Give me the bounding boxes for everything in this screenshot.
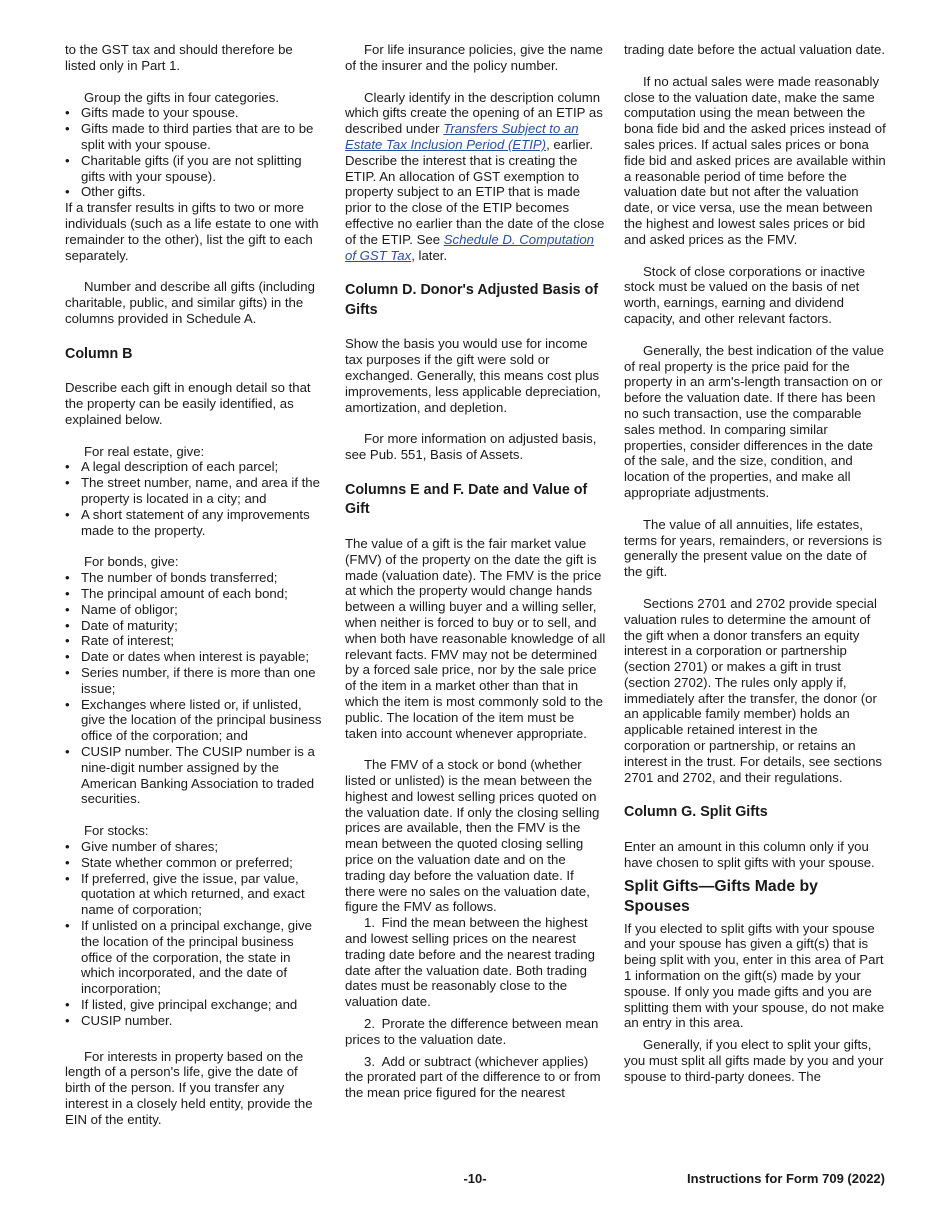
list-item: • Other gifts. (65, 184, 327, 200)
paragraph: to the GST tax and should therefore be listed only in Part 1. (65, 42, 293, 73)
paragraph: Group the gifts in four categories. (84, 89, 279, 105)
paragraph: Generally, the best indication of the value of real property is the price paid for the property in an arm's-length transaction on or before the valuation date. If there has been no such transaction, use the comparable sales method. In comparing similar properties, consider differences in the date of the sale, and the size, condition, and location of the properties, and make all appropriate adjustments. (624, 342, 884, 500)
bullet-list (65, 105, 327, 200)
paragraph: If a transfer results in gifts to two or more individuals (such as a life estate to one with remainder to the other), list the gift to each separately. (65, 200, 319, 263)
list-item: • A short statement of any improvements made to the property. (65, 507, 327, 539)
list-item: • CUSIP number. (65, 1013, 327, 1029)
section-heading: Column G. Split Gifts (624, 804, 768, 821)
page-number: -10- (463, 1171, 487, 1186)
bullet-list (65, 570, 327, 807)
link-schedule-d[interactable]: Schedule D. Computation of GST Tax (345, 231, 595, 263)
form-title-footer: Instructions for Form 709 (2022) (687, 1171, 885, 1186)
bullet-list (65, 839, 327, 1029)
list-item: • Series number, if there is more than one issue; (65, 665, 327, 697)
list-item: • If preferred, give the issue, par value, quotation at which returned, and exact name of corporation; (65, 871, 327, 918)
link-etip[interactable]: Transfers Subject to an Estate Tax Inclusion Period (ETIP) (345, 121, 579, 152)
paragraph: Generally, if you elect to split your gifts, you must split all gifts made by you and your spouse to third-party donees. The (624, 1037, 884, 1084)
list-item: • State whether common or preferred; (65, 855, 327, 871)
list-item: • Rate of interest; (65, 633, 327, 649)
list-item: • Date or dates when interest is payable; (65, 649, 327, 665)
paragraph: If you elected to split gifts with your spouse and your spouse has given a gift(s) that is being split with you, enter in this area of Part 1 information on the gift(s) made by your spouse. If only you made gifts and you are splitting them with your spouse, do not make an entry in this area. (624, 920, 885, 1031)
column-middle (345, 42, 607, 1101)
section-heading: Columns E and F. Date and Value of Gift (345, 481, 588, 518)
paragraph: Number and describe all gifts (including charitable, public, and similar gifts) in the columns provided in Schedule A. (65, 279, 315, 326)
paragraph: If no actual sales were made reasonably close to the valuation date, make the same computation using the mean between the bona fide bid and the asked prices instead of sales prices. If actual sales prices or bona fide bid and asked prices are available within a reasonable period of time before the valuation date but not after the valuation date, or vice versa, use the mean between the highest and lowest sales prices or bid and asked prices as the FMV. (624, 73, 886, 247)
paragraph: For stocks: (84, 823, 149, 839)
list-item: • If listed, give principal exchange; and (65, 997, 327, 1013)
paragraph: The value of all annuities, life estates, terms for years, remainders, or reversions is generally the present value on the date of the gift. (624, 516, 882, 580)
paragraph: For bonds, give: (84, 554, 179, 570)
list-item: • CUSIP number. The CUSIP number is a nine-digit number assigned by the American Banking Association to traded securities. (65, 744, 327, 807)
paragraph: Sections 2701 and 2702 provide special valuation rules to determine the amount of the gift when a donor transfers an equity interest in a corporation or partnership (section 2701) or makes a gift in trust (section 2702). The rules only apply if, immediately after the transfer, the donor (or an applicable family member) holds an applicable retained interest in the corporation or partnership, or retains an interest in the trust. For details, see sections 2701 and 2702, and their regulations. (624, 595, 883, 785)
subsection-heading: Split Gifts—Gifts Made by Spouses (624, 877, 818, 915)
list-item: • Exchanges where listed or, if unlisted, give the location of the principal business office of the corporation; and (65, 697, 327, 744)
list-item: • The street number, name, and area if the property is located in a city; and (65, 475, 327, 507)
section-heading: Column D. Donor's Adjusted Basis of Gifts (345, 282, 599, 318)
paragraph: Describe each gift in enough detail so that the property can be easily identified, as explained below. (65, 380, 311, 427)
paragraph: For real estate, give: (84, 443, 205, 459)
paragraph: The FMV of a stock or bond (whether listed or unlisted) is the mean between the highest and lowest selling prices quoted on the valuation date. If only the closing selling prices are available, then the FMV is the mean between the quoted closing selling price on the valuation date and on the trading day before the valuation date. If there were no sales on the valuation date, figure the FMV as follows. (345, 757, 600, 915)
list-item: • The principal amount of each bond; (65, 586, 327, 602)
paragraph: Clearly identify in the description column which gifts create the opening of an ETIP as described under Transfers Subject to an Estate Tax Inclusion Period (ETIP), earlier. Describe the interest that is creating the ETIP. An allocation of GST exemption to property subject to an ETIP that is made prior to the close of the ETIP becomes effective no earlier than the date of the close of the ETIP. See Schedule D. Computation of GST Tax, later. (345, 89, 605, 263)
list-item: • Name of obligor; (65, 602, 327, 618)
paragraph: For interests in property based on the length of a person's life, give the date of birth of the person. If you transfer any interest in a closely held entity, provide the EIN of the entity. (65, 1048, 313, 1127)
paragraph: trading date before the actual valuation date. (624, 42, 886, 57)
list-item: • Charitable gifts (if you are not splitting gifts with your spouse). (65, 153, 327, 185)
bullet-list (65, 459, 327, 538)
numbered-step: 1. Find the mean between the highest and lowest selling prices on the nearest trading date before and the nearest trading date after the valuation date. Both trading dates must be reasonably close to the valuation date. (345, 915, 596, 1010)
list-item: • Gifts made to your spouse. (65, 105, 327, 121)
paragraph: The value of a gift is the fair market value (FMV) of the property on the date the gift is made (valuation date). The FMV is the price at which the property would change hands between a willing buyer and a willing seller, when neither is forced to buy or to sell, and when both have reasonable knowledge of all relevant facts. FMV may not be determined by a forced sale price, nor by the sale price of the item in a market other than that in which the item is most commonly sold to the public. The location of the item must be taken into account whenever appropriate. (345, 535, 606, 741)
list-item: • Gifts made to third parties that are to be split with your spouse. (65, 121, 327, 153)
column-right (624, 42, 886, 1085)
list-item: • A legal description of each parcel; (65, 459, 327, 475)
numbered-step: 3. Add or subtract (whichever applies) the prorated part of the difference to or from the mean price figured for the nearest (345, 1053, 601, 1101)
paragraph: For more information on adjusted basis, see Pub. 551, Basis of Assets. (345, 431, 597, 463)
list-item: • If unlisted on a principal exchange, give the location of the principal business office of the corporation, the state in which incorporated, and the date of incorporation; (65, 918, 327, 997)
list-item: • Date of maturity; (65, 618, 327, 634)
paragraph: For life insurance policies, give the name of the insurer and the policy number. (345, 42, 603, 73)
list-item: • Give number of shares; (65, 839, 327, 855)
paragraph: Stock of close corporations or inactive stock must be valued on the basis of net worth, earnings, earning and dividend capacity, and other relevant factors. (624, 263, 866, 326)
column-left (65, 42, 327, 1128)
list-item: • The number of bonds transferred; (65, 570, 327, 586)
numbered-step: 2. Prorate the difference between mean prices to the valuation date. (345, 1016, 599, 1047)
paragraph: Enter an amount in this column only if you have chosen to split gifts with your spouse. (624, 838, 875, 870)
paragraph: Show the basis you would use for income tax purposes if the gift were sold or exchanged. Generally, this means cost plus improvements, less applicable depreciation, amortization, and depletion. (345, 336, 601, 415)
section-heading: Column B (65, 345, 133, 362)
